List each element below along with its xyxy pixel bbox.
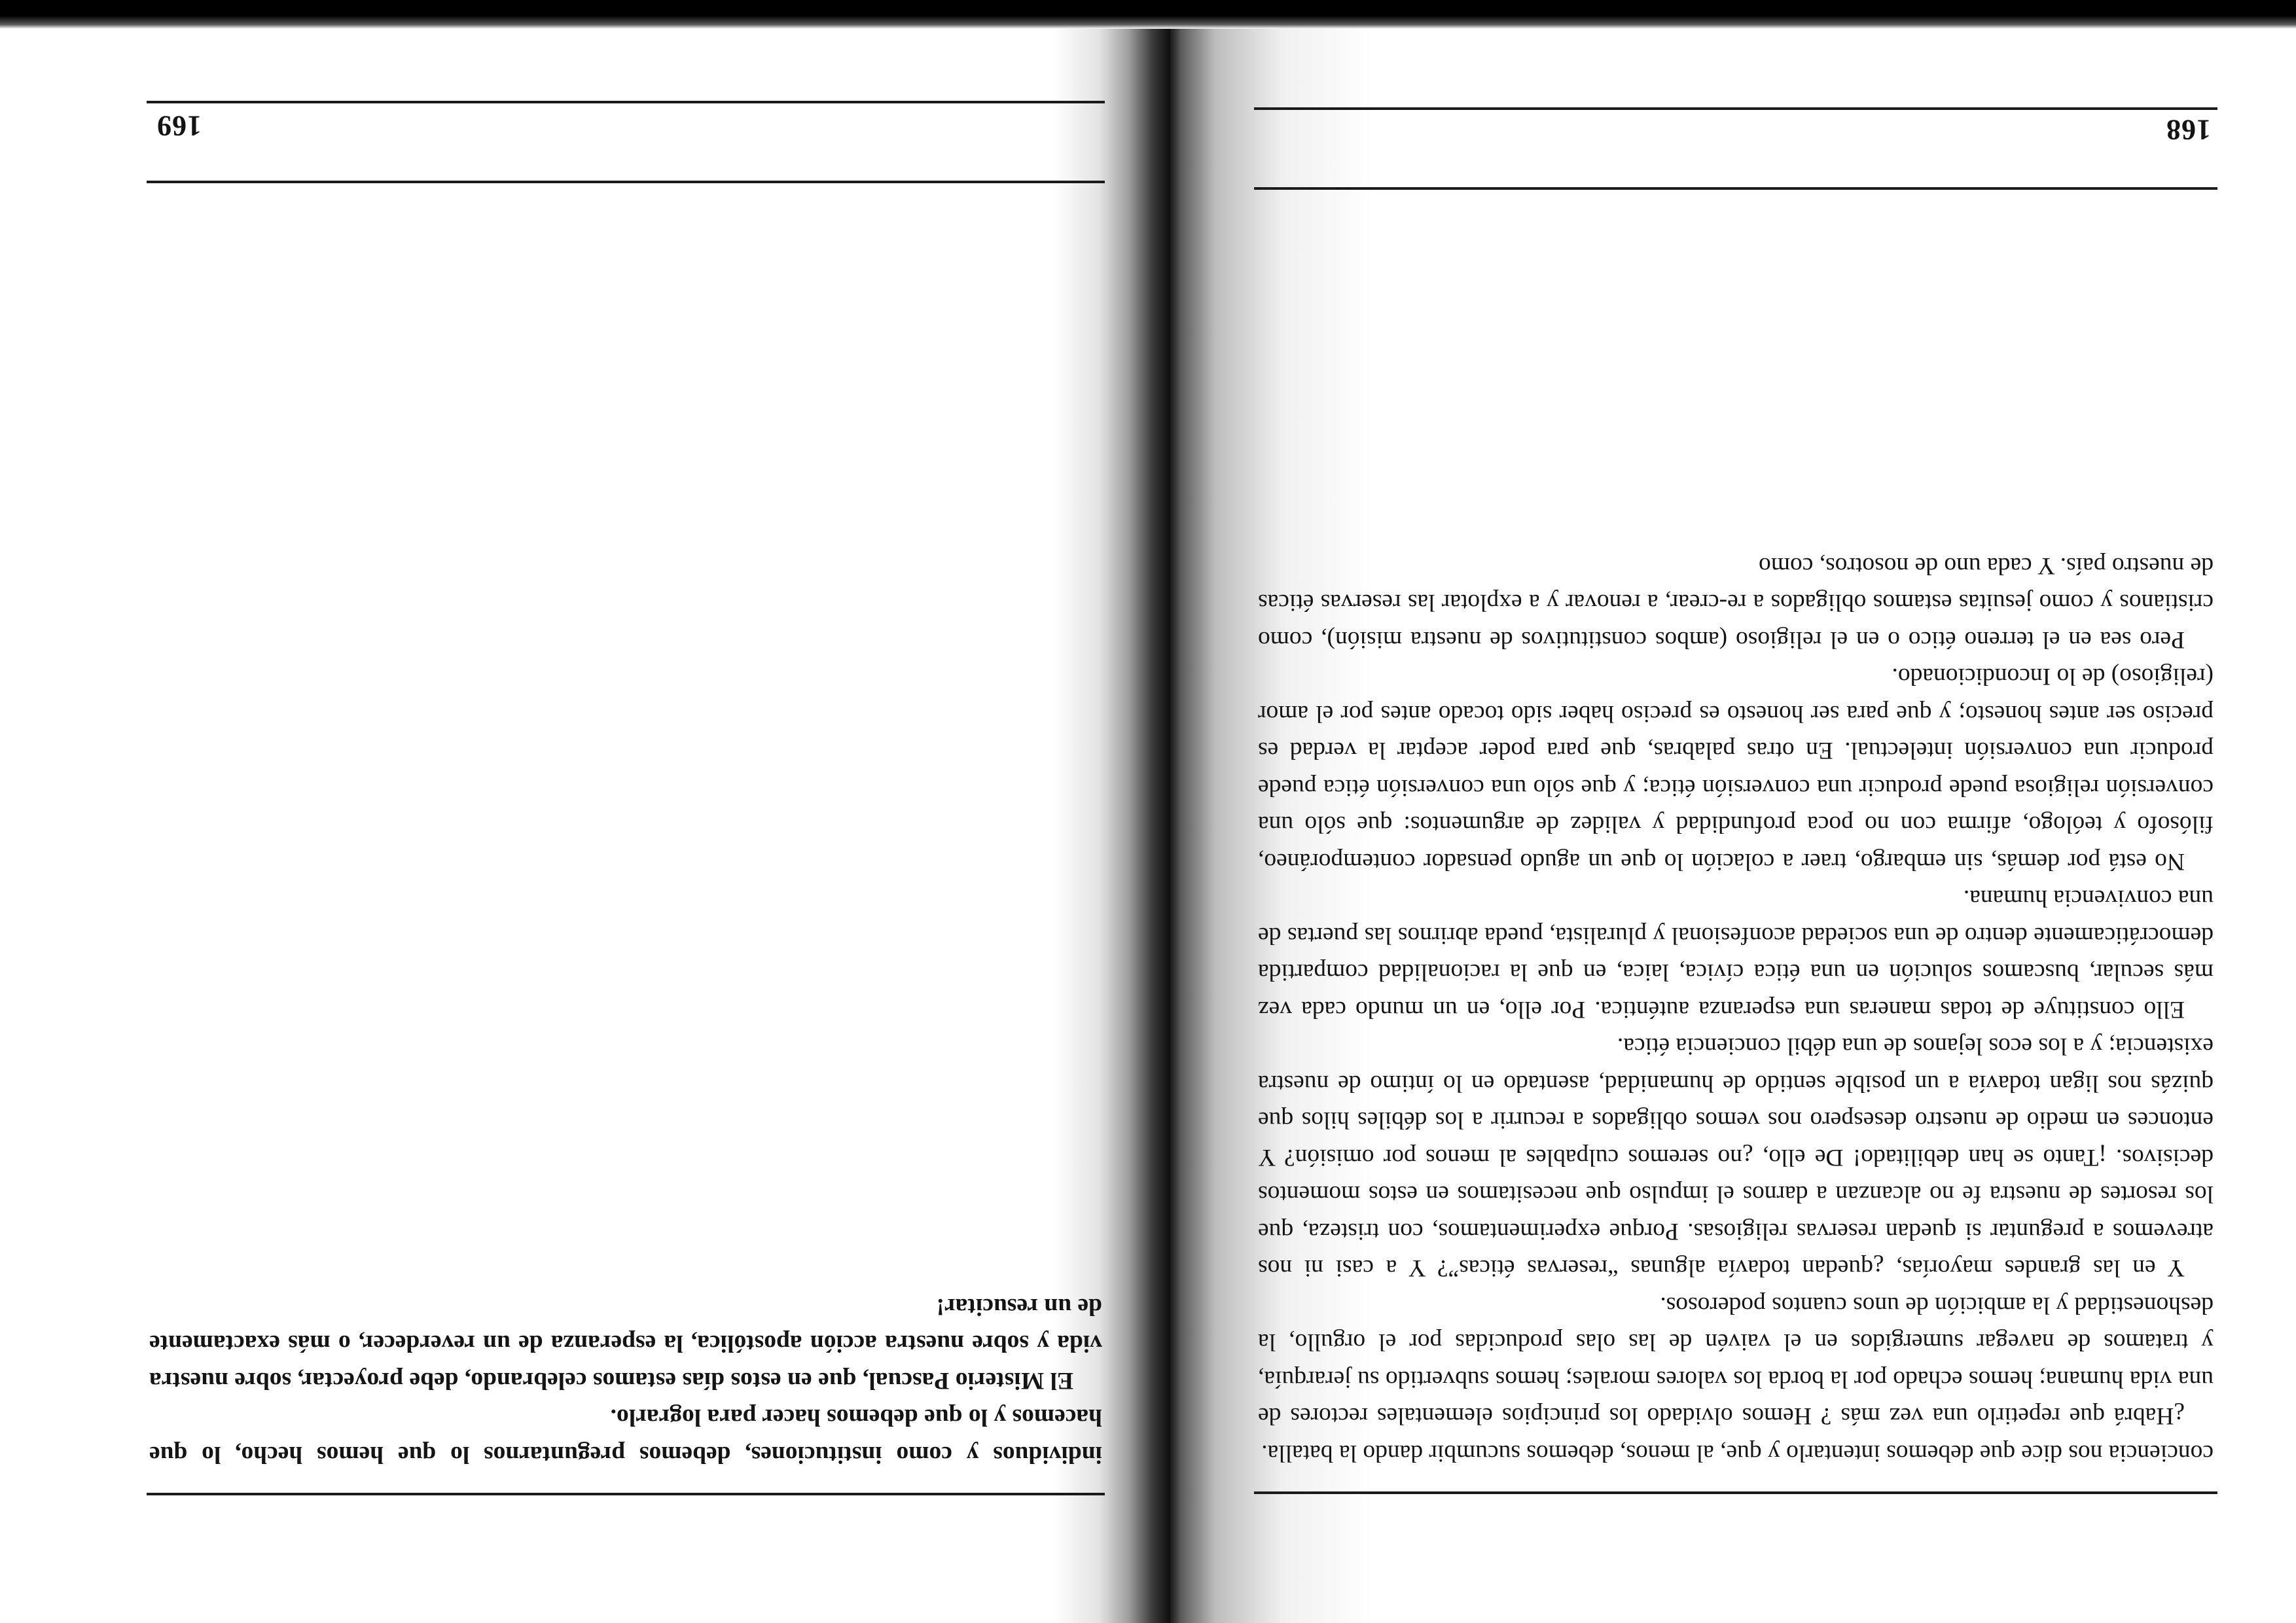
- page-footer-rule-lower: [147, 101, 1105, 103]
- paragraph: El Misterio Pascual, que en estos días estamos celebrando, debe proyectar, sobre nuestra vida y sobre nuestra acción apostólica, la esperanza de un reverdecer, o más exactamente de un resucitar!: [149, 1293, 1102, 1394]
- page-footer-rule-upper: [1254, 187, 2217, 190]
- paragraph: Y en las grandes mayorías, ¿quedan todavía algunas “reservas éticas”? Y a casi ni nos atrevemos a preguntar si quedan reservas religiosas. Porque experimentamos, con tristeza, que los resortes de nuestra fe no alcanzan a darnos el impulso que necesitamos en estos momentos decisivos. ¡Tanto se han debilitado! De ello, ¿no seremos culpables al menos por omisión? Y entonces en medio de nuestro desespero nos vemos obligados a recurrir a los débiles hilos que quizás nos ligan todavía a un posible sentido de humanidad, asentado en lo íntimo de nuestra existencia; y a los ecos lejanos de una débil conciencia ética.: [1258, 1033, 2214, 1282]
- page-number: 169: [156, 110, 202, 142]
- page-169-text: [149, 1288, 1102, 1473]
- paragraph: individuos y como instituciones, debemos preguntarnos lo que hemos hecho, lo que hacemos y lo que debemos hacer para lograrlo.: [149, 1404, 1102, 1468]
- paragraph: Pero sea en el terreno ético o en el religioso (ambos constitutivos de nuestra misión), como cristianos y como jesuitas estamos obligados a re-crear, a renovar y a explotar las reservas éticas de nuestro país. Y cada uno de nosotros, como: [1258, 552, 2214, 653]
- page-top-rule: [1254, 1491, 2217, 1494]
- page-footer-rule-lower: [1254, 107, 2217, 110]
- paragraph: ¿Habrá que repetirlo una vez más ? Hemos olvidado los principios elementales rectores de una vida humana; hemos echado por la borda los valores morales; hemos subvertido su jerarquía, y tratamos de navegar sumergidos en el vaivén de las olas producidas por el orgullo, la deshonestidad y la ambición de unos cuantos poderosos.: [1258, 1292, 2214, 1430]
- paragraph: Ello constituye de todas maneras una esperanza auténtica. Por ello, en un mundo cada vez más secular, buscamos solución en una ética cívica, laica, en que la racionalidad compartida democráticamente dentro de una sociedad aconfesional y pluralista, pueda abrirnos las puertas de una convivencia humana.: [1258, 885, 2214, 1023]
- page-number: 168: [2166, 114, 2211, 146]
- page-top-rule: [147, 1493, 1105, 1495]
- book-page-168: [1170, 0, 2296, 1623]
- scanner-edge-shadow: [0, 0, 2296, 29]
- page-168-text: [1258, 547, 2214, 1472]
- paragraph: conciencia nos dice que debemos intentarlo y que, al menos, debemos sucumbir dando la batalla.: [1261, 1440, 2214, 1467]
- paragraph: No está por demás, sin embargo, traer a colación lo que un agudo pensador contemporáneo, filósofo y teólogo, afirma con no poca profundidad y validez de argumentos: que sólo una conversión religiosa puede producir una conversión ética; y que sólo una conversión ética puede producir una conversión intelectual. En otras palabras, que para poder aceptar la verdad es preciso ser antes honesto; y que para ser honesto es preciso haber sido tocado antes por el amor (religioso) de lo Incondicionado.: [1258, 663, 2214, 875]
- page-footer-rule-upper: [147, 181, 1105, 183]
